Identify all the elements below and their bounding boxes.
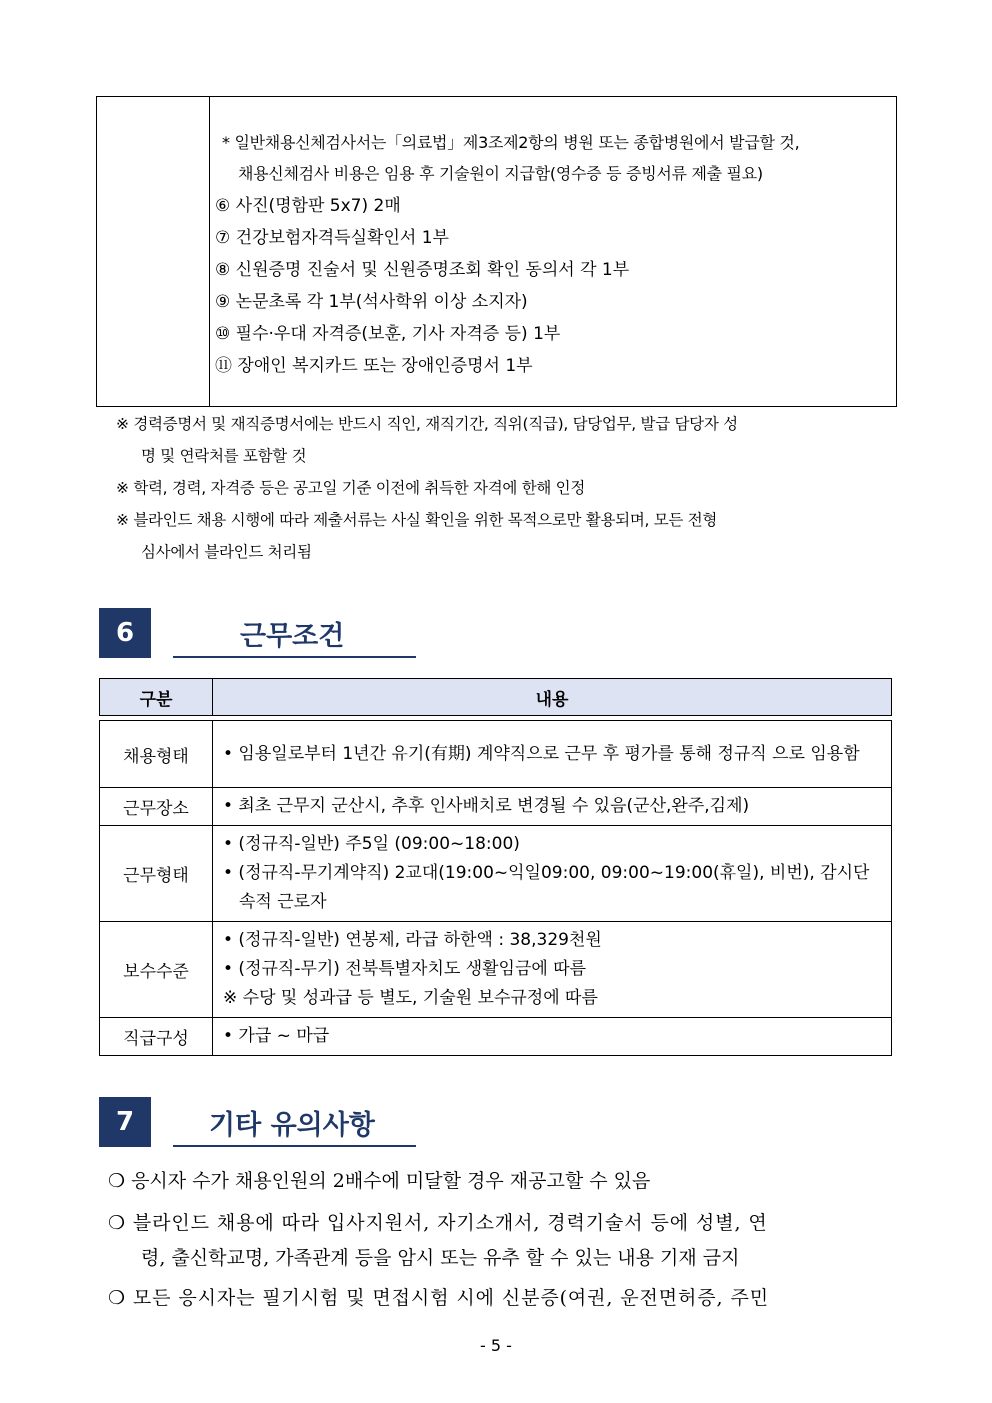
table-row bbox=[100, 721, 892, 788]
row-line: • (정규직-무기계약직) 2교대(19:00~익일09:00, 09:00~19:00(휴일), 비번), 감시단속적 근로자 bbox=[223, 863, 870, 912]
row-line: ※ 수당 및 성과급 등 별도, 기술원 보수규정에 따름 bbox=[223, 988, 598, 1008]
document-item: ⑩ 필수·우대 자격증(보훈, 기사 자격증 등) 1부 bbox=[215, 324, 561, 344]
section-title: 근무조건 bbox=[240, 621, 345, 652]
notice-item-continuation: 령, 출신학교명, 가족관계 등을 암시 또는 유추 할 수 있는 내용 기재 금지 bbox=[141, 1247, 740, 1269]
table-column-divider bbox=[209, 97, 210, 406]
row-line: • 임용일로부터 1년간 유기(有期) 계약직으로 근무 후 평가를 통해 정규직 으로 임용함 bbox=[223, 743, 860, 764]
header-content: 내용 bbox=[213, 679, 892, 716]
table-row bbox=[100, 1018, 892, 1056]
submission-documents-table bbox=[96, 96, 897, 407]
health-check-note-line2: 채용신체검사 비용은 임용 후 기술원이 지급함(영수증 등 증빙서류 제출 필요) bbox=[238, 164, 763, 183]
notice-item: ❍ 모든 응시자는 필기시험 및 면접시험 시에 신분증(여권, 운전면허증, 주민 bbox=[108, 1287, 769, 1309]
remark-line: 심사에서 블라인드 처리됨 bbox=[141, 543, 312, 561]
health-check-note-line1: * 일반채용신체검사서는「의료법」제3조제2항의 병원 또는 종합병원에서 발급할 것, bbox=[222, 133, 800, 152]
row-line: • (정규직-무기) 전북특별자치도 생활임금에 따름 bbox=[223, 959, 587, 979]
page-number: - 5 - bbox=[480, 1336, 512, 1355]
notice-item: ❍ 블라인드 채용에 따라 입사지원서, 자기소개서, 경력기술서 등에 성별, 연 bbox=[108, 1212, 768, 1234]
row-label: 근무형태 bbox=[100, 826, 213, 922]
row-content bbox=[213, 826, 892, 922]
row-label: 보수수준 bbox=[100, 922, 213, 1018]
document-item: ⑥ 사진(명함판 5x7) 2매 bbox=[215, 196, 401, 216]
document-item: ⑨ 논문초록 각 1부(석사학위 이상 소지자) bbox=[215, 292, 528, 312]
document-item: ⑦ 건강보험자격득실확인서 1부 bbox=[215, 228, 449, 248]
remark-line: ※ 경력증명서 및 재직증명서에는 반드시 직인, 재직기간, 직위(직급), 담당업무, 발급 담당자 성 bbox=[116, 415, 738, 433]
row-label: 채용형태 bbox=[100, 721, 213, 788]
table-row bbox=[100, 826, 892, 922]
header-category: 구분 bbox=[100, 679, 213, 716]
section-number-badge: 6 bbox=[99, 608, 151, 658]
row-line: • (정규직-일반) 연봉제, 라급 하한액 : 38,329천원 bbox=[223, 930, 602, 950]
row-line: • 가급 ~ 마급 bbox=[223, 1026, 330, 1046]
table-header-row bbox=[100, 679, 892, 716]
table-row bbox=[100, 788, 892, 826]
section-title: 기타 유의사항 bbox=[209, 1110, 375, 1141]
remark-line: ※ 학력, 경력, 자격증 등은 공고일 기준 이전에 취득한 자격에 한해 인정 bbox=[116, 479, 586, 497]
document-item: ⑧ 신원증명 진술서 및 신원증명조회 확인 동의서 각 1부 bbox=[215, 260, 630, 280]
table-row bbox=[100, 922, 892, 1018]
notice-item: ❍ 응시자 수가 채용인원의 2배수에 미달할 경우 재공고할 수 있음 bbox=[108, 1170, 651, 1192]
document-item: ⑪ 장애인 복지카드 또는 장애인증명서 1부 bbox=[215, 356, 533, 376]
section-number-badge: 7 bbox=[99, 1097, 151, 1147]
remark-line: ※ 블라인드 채용 시행에 따라 제출서류는 사실 확인을 위한 목적으로만 활용되며, 모든 전형 bbox=[116, 511, 718, 529]
row-content bbox=[213, 1018, 892, 1056]
row-content bbox=[213, 721, 892, 788]
row-line: • 최초 근무지 군산시, 추후 인사배치로 변경될 수 있음(군산,완주,김제) bbox=[223, 796, 750, 816]
row-label: 직급구성 bbox=[100, 1018, 213, 1056]
working-conditions-table bbox=[99, 678, 892, 1056]
row-label: 근무장소 bbox=[100, 788, 213, 826]
section-underline bbox=[173, 1145, 416, 1147]
section-underline bbox=[173, 656, 416, 658]
remark-line: 명 및 연락처를 포함할 것 bbox=[141, 447, 307, 465]
row-content bbox=[213, 788, 892, 826]
row-content bbox=[213, 922, 892, 1018]
row-line: • (정규직-일반) 주5일 (09:00~18:00) bbox=[223, 834, 520, 854]
